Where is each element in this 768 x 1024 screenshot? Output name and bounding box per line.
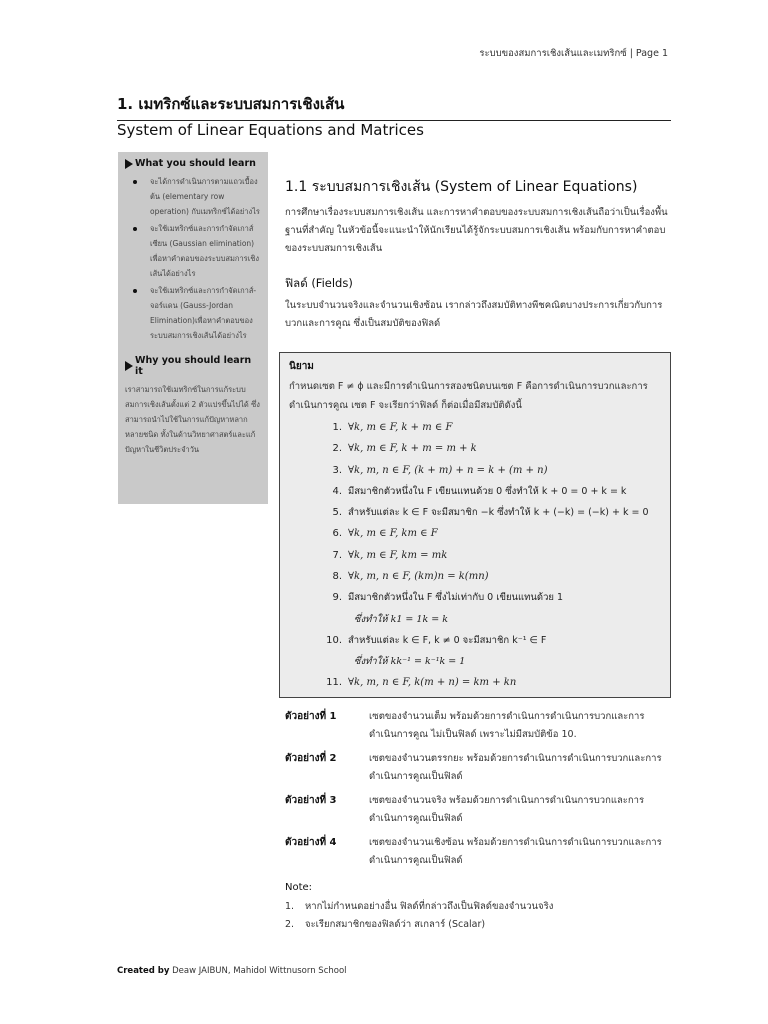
example-text: เซตของจำนวนตรรกยะ พร้อมด้วยการดำเนินการดำเนินการบวกและการดำเนินการคูณเป็นฟิลด์ xyxy=(369,753,662,782)
note-text: จะเรียกสมาชิกของฟิลด์ว่า สเกลาร์ (Scalar) xyxy=(305,919,486,930)
learn-list xyxy=(125,174,262,343)
bullet-icon xyxy=(133,180,137,184)
learn-item xyxy=(125,174,262,219)
example-item xyxy=(285,792,671,828)
example-text: เซตของจำนวนเต็ม พร้อมด้วยการดำเนินการดำเนินการบวกและการดำเนินการคูณ ไม่เป็นฟิลด์ เพราะไม่มีสมบัติข้อ 10. xyxy=(369,711,645,740)
axiom-text: สำหรับแต่ละ k ∈ F, k ≠ 0 จะมีสมาชิก k⁻¹ ∈ F xyxy=(348,634,547,646)
learn-item xyxy=(125,221,262,281)
axiom-number: 1. xyxy=(332,422,342,433)
axiom-item xyxy=(289,587,662,608)
fields-title: ฟิลด์ (Fields) xyxy=(285,276,353,290)
why-heading xyxy=(125,355,262,377)
example-text: เซตของจำนวนเชิงซ้อน พร้อมด้วยการดำเนินการดำเนินการบวกและการดำเนินการคูณเป็นฟิลด์ xyxy=(369,837,662,866)
axiom-number: 4. xyxy=(332,485,342,497)
bullet-icon xyxy=(133,289,137,293)
learn-item xyxy=(125,283,262,343)
axiom-number: 7. xyxy=(332,549,342,561)
example-label: ตัวอย่างที่ 1 xyxy=(285,711,337,722)
chapter-title-thai: 1. เมทริกซ์และระบบสมการเชิงเส้น xyxy=(117,92,671,121)
triangle-bullet-icon xyxy=(125,361,133,371)
example-item xyxy=(285,750,671,786)
axiom-text: มีสมาชิกตัวหนึ่งใน F เขียนแทนด้วย 0 ซึ่งทำให้ k + 0 = 0 + k = k xyxy=(348,485,627,497)
page-footer xyxy=(117,966,347,976)
axiom-number: 9. xyxy=(332,592,342,604)
footer-author: Deaw JAIBUN, Mahidol Wittnusorn School xyxy=(169,966,347,976)
why-heading-text: Why you should learn it xyxy=(135,355,252,377)
axiom-text: ∀k, m ∈ F, km ∈ F xyxy=(348,528,438,540)
axiom-number: 3. xyxy=(332,464,342,476)
example-label: ตัวอย่างที่ 4 xyxy=(285,837,337,848)
axiom-number: 2. xyxy=(332,443,342,455)
axiom-text: สำหรับแต่ละ k ∈ F จะมีสมาชิก −k ซึ่งทำให้ k + (−k) = (−k) + k = 0 xyxy=(348,507,649,519)
axiom-item xyxy=(289,566,662,587)
examples-list xyxy=(285,708,671,876)
axiom-number: 5. xyxy=(332,507,342,519)
axiom-text: ∀k, m ∈ F, k + m ∈ F xyxy=(348,422,453,433)
example-item xyxy=(285,834,671,870)
definition-box xyxy=(279,352,671,698)
triangle-bullet-icon xyxy=(125,159,133,169)
axiom-item xyxy=(289,523,662,544)
axiom-text: มีสมาชิกตัวหนึ่งใน F ซึ่งไม่เท่ากับ 0 เขียนแทนด้วย 1 xyxy=(348,592,564,604)
axiom-number: 6. xyxy=(332,528,342,540)
example-label: ตัวอย่างที่ 3 xyxy=(285,795,337,806)
example-label: ตัวอย่างที่ 2 xyxy=(285,753,337,764)
axiom-text: ∀k, m, n ∈ F, (k + m) + n = k + (m + n) xyxy=(348,464,548,476)
axiom-text: ∀k, m, n ∈ F, k(m + n) = km + kn xyxy=(348,676,517,688)
why-text: เราสามารถใช้เมทริกซ์ในการแก้ระบบสมการเชิงเส้นตั้งแต่ 2 ตัวแปรขึ้นไปได้ ซึ่งสามารถนำไปใช้ในการแก้ปัญหาหลากหลายชนิด ทั้งในด้านวิทยาศาสตร์และแก้ปัญหาในชีวิตประจำวัน xyxy=(125,385,260,454)
chapter-title-english: System of Linear Equations and Matrices xyxy=(117,121,424,139)
axiom-continuation: ซึ่งทำให้ kk⁻¹ = k⁻¹k = 1 xyxy=(354,655,466,667)
axiom-continuation: ซึ่งทำให้ k1 = 1k = k xyxy=(354,613,448,625)
axiom-item xyxy=(289,481,662,502)
axiom-item xyxy=(289,460,662,481)
note-number: 1. xyxy=(285,901,295,912)
learning-sidebar xyxy=(118,152,268,504)
fields-text: ในระบบจำนวนจริงและจำนวนเชิงซ้อน เรากล่าวถึงสมบัติทางพีชคณิตบางประการเกี่ยวกับการบวกและการคูณ ซึ่งเป็นสมบัติของฟิลด์ xyxy=(285,300,663,329)
note-number: 2. xyxy=(285,919,295,930)
axiom-item xyxy=(289,502,662,523)
learn-item-text: จะใช้เมทริกซ์และการกำจัดเกาส์-จอร์แดน (Gauss-Jordan Elimination)เพื่อหาคำตอบของระบบสมการเชิงเส้นได้อย่างไร xyxy=(150,286,257,340)
note-item xyxy=(285,898,671,916)
axiom-text: ∀k, m ∈ F, k + m = m + k xyxy=(348,443,477,455)
learn-heading xyxy=(125,158,262,169)
axiom-number: 8. xyxy=(332,571,342,583)
definition-intro: กำหนดเซต F ≠ ϕ และมีการดำเนินการสองชนิดบนเซต F คือการดำเนินการบวกและการดำเนินการคูณ เซต F จะเรียกว่าฟิลด์ ก็ต่อเมื่อมีสมบัติดังนี้ xyxy=(289,381,648,411)
note-text: หากไม่กำหนดอย่างอื่น ฟิลด์ที่กล่าวถึงเป็นฟิลด์ของจำนวนจริง xyxy=(305,901,554,912)
axiom-item xyxy=(289,672,662,693)
axiom-item xyxy=(289,545,662,566)
example-item xyxy=(285,708,671,744)
axiom-item xyxy=(289,438,662,459)
page-header: ระบบของสมการเชิงเส้นและเมทริกซ์ | Page 1 xyxy=(479,48,668,59)
notes-section xyxy=(285,882,671,934)
axiom-number: 11. xyxy=(326,676,342,688)
axiom-item xyxy=(289,417,662,438)
section-intro: การศึกษาเรื่องระบบสมการเชิงเส้น และการหาคำตอบของระบบสมการเชิงเส้นถือว่าเป็นเรื่องพื้นฐานที่สำคัญ ในหัวข้อนี้จะแนะนำให้นักเรียนได้รู้จักระบบสมการเชิงเส้น พร้อมกับการหาคำตอบของระบบสมการเชิงเส้น xyxy=(285,207,668,254)
bullet-icon xyxy=(133,227,137,231)
learn-item-text: จะได้การดำเนินการตามแถวเบื้องต้น (elementary row operation) กับเมทริกซ์ได้อย่างไร xyxy=(150,177,260,216)
axiom-text: ∀k, m ∈ F, km = mk xyxy=(348,549,448,561)
learn-heading-text: What you should learn xyxy=(135,158,256,169)
axiom-number: 10. xyxy=(326,634,342,646)
axiom-list xyxy=(289,417,662,693)
section-title: 1.1 ระบบสมการเชิงเส้น (System of Linear Equations) xyxy=(285,179,638,195)
note-item xyxy=(285,916,671,934)
footer-created-by: Created by xyxy=(117,966,170,976)
section-content xyxy=(285,176,670,333)
note-label: Note: xyxy=(285,882,313,893)
example-text: เซตของจำนวนจริง พร้อมด้วยการดำเนินการดำเนินการบวกและการดำเนินการคูณเป็นฟิลด์ xyxy=(369,795,645,824)
learn-item-text: จะใช้เมทริกซ์และการกำจัดเกาส์เซียน (Gaussian elimination) เพื่อหาคำตอบของระบบสมการเชิงเส้นได้อย่างไร xyxy=(150,224,260,278)
definition-label: นิยาม xyxy=(289,361,314,372)
axiom-item xyxy=(289,630,662,651)
axiom-text: ∀k, m, n ∈ F, (km)n = k(mn) xyxy=(348,571,489,583)
